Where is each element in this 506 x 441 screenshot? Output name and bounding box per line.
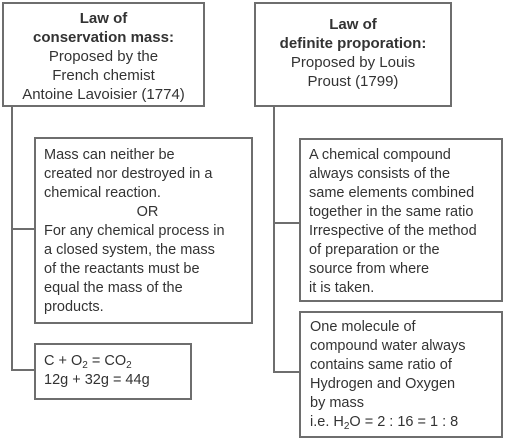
conservation-mass-definition: Mass can neither be created nor destroyed in a chemical reaction. xyxy=(44,147,213,201)
right-branch-example xyxy=(273,371,299,373)
definite-proportion-header-box xyxy=(254,2,452,107)
definite-proportion-definition: A chemical compound always consists of the same elements combined together in the same ratio Irrespective of the method of preparation or the source from where it is taken. xyxy=(309,147,477,296)
conservation-mass-title: Law of conservation mass: xyxy=(33,10,174,46)
water-example-box xyxy=(299,311,503,438)
or-separator: OR xyxy=(136,204,159,220)
right-branch-definition xyxy=(273,222,299,224)
definite-proportion-title: Law of definite proporation: xyxy=(279,16,427,52)
definite-proportion-origin: Proposed by Louis Proust (1799) xyxy=(290,54,416,90)
mass-balance-equation: 12g + 32g = 44g xyxy=(44,372,150,388)
conservation-mass-origin: Proposed by the French chemist Antoine Lavoisier (1774) xyxy=(22,48,185,103)
left-vertical-connector xyxy=(11,106,13,371)
definite-proportion-definition-box xyxy=(299,138,503,302)
water-example-text: One molecule of compound water always contains same ratio of Hydrogen and Oxygen by mass xyxy=(310,319,466,411)
conservation-mass-header-box xyxy=(2,2,205,107)
right-vertical-connector xyxy=(273,106,275,373)
water-ratio-formula: i.e. $H_2O = 2$ : 16 = 1 : 8 xyxy=(310,414,459,432)
carbon-combustion-equation: $C + O_2 = CO_2$ xyxy=(44,353,132,371)
left-branch-definition xyxy=(11,228,34,230)
conservation-mass-definition-box xyxy=(34,137,253,324)
left-branch-equation xyxy=(11,369,34,371)
conservation-mass-alternative: For any chemical process in a closed system, the mass of the reactants must be equal the mass of the products. xyxy=(44,223,225,315)
conservation-mass-equation-box xyxy=(34,343,192,400)
